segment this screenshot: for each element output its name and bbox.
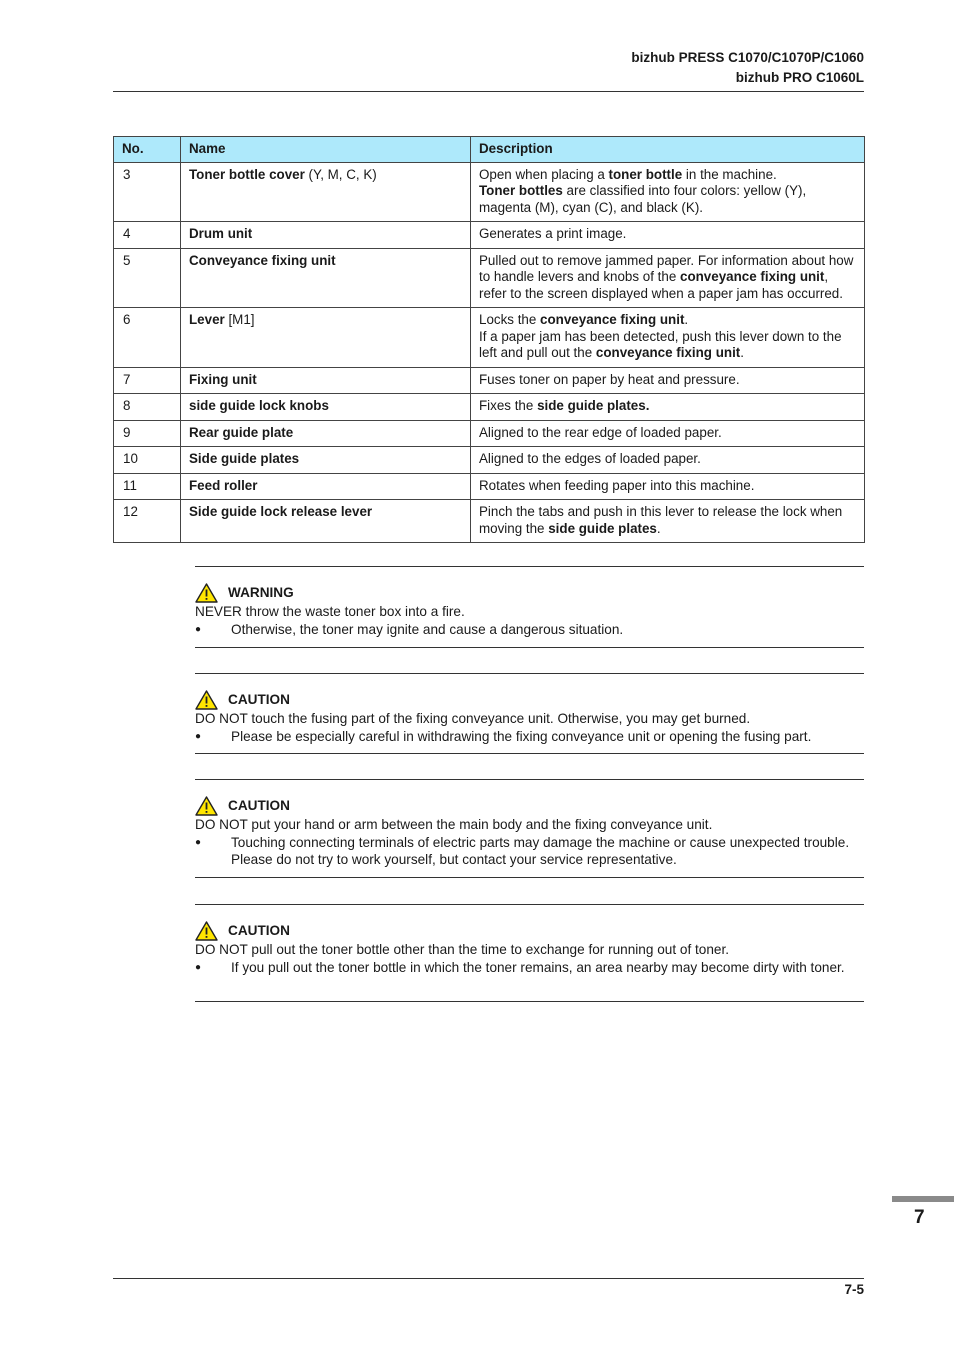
cell-part-name: Side guide plates [181, 447, 471, 474]
cell-description [471, 222, 865, 249]
notice-title: CAUTION [228, 798, 290, 814]
notice-title: WARNING [228, 585, 294, 601]
description-line: Aligned to the edges of loaded paper. [479, 451, 701, 466]
cell-description [471, 367, 865, 394]
bullet-icon: ● [195, 961, 202, 973]
description-line: Rotates when feeding paper into this machine. [479, 477, 755, 493]
notice-bullet-item [195, 728, 864, 746]
cell-part-name: Side guide lock release lever [181, 500, 471, 543]
cell-part-name: Conveyance fixing unit [181, 248, 471, 308]
notice-bullet-text: If you pull out the toner bottle in which the toner remains, an area nearby may become dirty with toner. [231, 959, 845, 975]
cell-number: 8 [114, 394, 181, 421]
table-row [114, 420, 865, 447]
notice-body: NEVER throw the waste toner box into a fire. [195, 604, 465, 619]
column-header-description: Description [471, 137, 865, 163]
description-line: Fuses toner on paper by heat and pressure. [479, 371, 740, 387]
cell-number: 5 [114, 248, 181, 308]
table-row [114, 394, 865, 421]
cell-number: 11 [114, 473, 181, 500]
bullet-icon: ● [195, 730, 202, 742]
description-line: Locks the conveyance fixing unit. [479, 312, 689, 327]
header-model-line-2: bizhub PRO C1060L [735, 70, 864, 85]
bullet-icon: ● [195, 623, 202, 635]
table-row [114, 447, 865, 474]
table-row [114, 473, 865, 500]
table-row [114, 500, 865, 543]
notice-body: DO NOT touch the fusing part of the fixing conveyance unit. Otherwise, you may get burned. [195, 711, 751, 726]
caution-notice-toner [195, 904, 864, 1002]
cell-part-name: Lever [M1] [181, 308, 471, 368]
notice-bullet-text: Touching connecting terminals of electric parts may damage the machine or cause unexpected trouble. Please do not try to work yourself, but contact your service representative. [231, 834, 850, 867]
cell-description [471, 447, 865, 474]
warning-triangle-icon [195, 583, 218, 603]
cell-part-name: Toner bottle cover (Y, M, C, K) [181, 162, 471, 222]
cell-part-name: Fixing unit [181, 367, 471, 394]
description-line: Pulled out to remove jammed paper. For information about how to handle levers and knobs of the conveyance fixing unit, refer to the screen displayed when a paper jam has occurred. [479, 252, 854, 301]
cell-number: 4 [114, 222, 181, 249]
cell-description [471, 420, 865, 447]
cell-part-name: Rear guide plate [181, 420, 471, 447]
chapter-number: 7 [914, 1207, 925, 1228]
description-line: Open when placing a toner bottle in the machine. [479, 166, 777, 182]
cell-number: 3 [114, 162, 181, 222]
column-header-no: No. [114, 137, 181, 163]
cell-part-name: side guide lock knobs [181, 394, 471, 421]
table-row [114, 162, 865, 222]
cell-description [471, 308, 865, 368]
caution-notice-hand [195, 779, 864, 878]
notice-bullet-item [195, 621, 864, 639]
cell-number: 6 [114, 308, 181, 368]
description-line: Fixes the side guide plates. [479, 398, 650, 413]
notice-body: DO NOT put your hand or arm between the main body and the fixing conveyance unit. [195, 817, 713, 832]
table-row [114, 367, 865, 394]
notice-bullet-text: Otherwise, the toner may ignite and cause a dangerous situation. [231, 621, 624, 637]
cell-description [471, 500, 865, 543]
cell-number: 12 [114, 500, 181, 543]
header-model-line-1: bizhub PRESS C1070/C1070P/C1060 [631, 50, 864, 65]
page-number: 7-5 [844, 1282, 864, 1297]
notice-bullet-item [195, 959, 864, 977]
cell-number: 10 [114, 447, 181, 474]
notice-body: DO NOT pull out the toner bottle other than the time to exchange for running out of toner. [195, 942, 730, 957]
caution-triangle-icon [195, 796, 218, 816]
cell-number: 9 [114, 420, 181, 447]
cell-part-name: Feed roller [181, 473, 471, 500]
cell-description [471, 473, 865, 500]
notice-bullet-text: Please be especially careful in withdrawing the fixing conveyance unit or opening the fusing part. [231, 728, 812, 744]
description-line: Pinch the tabs and push in this lever to release the lock when moving the side guide plates. [479, 504, 843, 536]
column-header-name: Name [181, 137, 471, 163]
warning-notice [195, 566, 864, 648]
bullet-icon: ● [195, 836, 202, 848]
cell-number: 7 [114, 367, 181, 394]
document-header [631, 48, 864, 88]
cell-description [471, 248, 865, 308]
notice-title: CAUTION [228, 923, 290, 939]
description-line: Toner bottles are classified into four colors: yellow (Y), magenta (M), cyan (C), and black (K). [479, 183, 807, 215]
cell-description [471, 394, 865, 421]
table-row [114, 222, 865, 249]
parts-table [113, 136, 865, 543]
table-row [114, 248, 865, 308]
header-divider [113, 91, 864, 92]
notice-bullet-item [195, 834, 864, 869]
caution-triangle-icon [195, 690, 218, 710]
description-line: If a paper jam has been detected, push this lever down to the left and pull out the conveyance fixing unit. [479, 328, 842, 360]
chapter-tab-bar [892, 1196, 954, 1202]
notice-title: CAUTION [228, 692, 290, 708]
description-line: Generates a print image. [479, 226, 627, 241]
table-row [114, 308, 865, 368]
description-line: Aligned to the rear edge of loaded paper. [479, 424, 722, 440]
cell-description [471, 162, 865, 222]
caution-triangle-icon [195, 921, 218, 941]
cell-part-name: Drum unit [181, 222, 471, 249]
footer-divider [113, 1278, 864, 1279]
table-header-row [114, 137, 865, 163]
table-body [114, 162, 865, 543]
caution-notice-fusing [195, 673, 864, 754]
